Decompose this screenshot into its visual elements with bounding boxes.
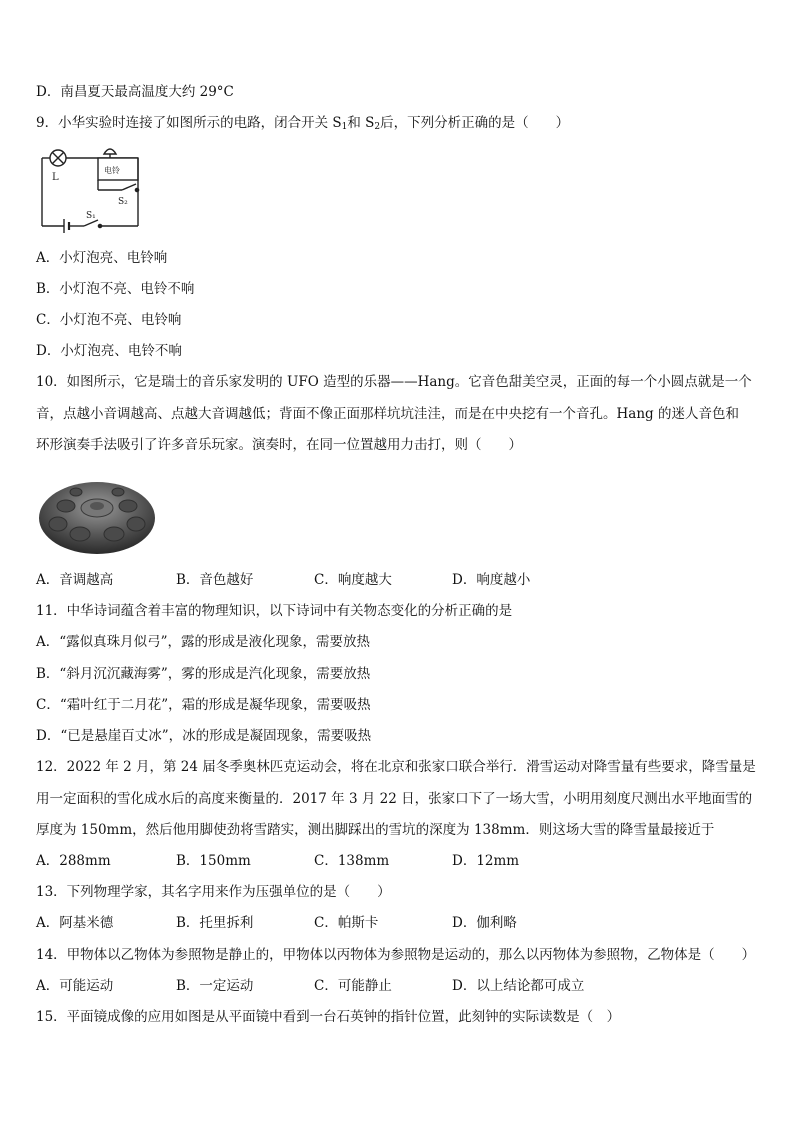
q9-stem-mid: 和 S [347, 115, 375, 131]
question-12-stem-line-2: 用一定面积的雪化成水后的高度来衡量的．2017 年 3 月 22 日，张家口下了一场大雪，小明用刻度尺测出水平地面雪的 [36, 791, 753, 807]
q12-option-c[interactable]: C．138mm [314, 853, 390, 869]
question-14-stem: 14．甲物体以乙物体为参照物是静止的，甲物体以丙物体为参照物是运动的，那么以丙物体为参照物，乙物体是（ ） [36, 947, 756, 963]
q9-option-d[interactable]: D．小灯泡亮、电铃不响 [36, 343, 182, 359]
label-s2: S₂ [118, 197, 128, 207]
q12-option-b[interactable]: B．150mm [176, 853, 251, 869]
question-13-stem: 13．下列物理学家，其名字用来作为压强单位的是（ ） [36, 884, 391, 900]
q9-option-c[interactable]: C．小灯泡不亮、电铃响 [36, 312, 182, 328]
q13-option-c[interactable]: C．帕斯卡 [314, 915, 379, 931]
q14-option-c[interactable]: C．可能静止 [314, 978, 392, 994]
q9-s2-sub: 2 [374, 122, 381, 132]
option-8d: D．南昌夏天最高温度大约 29°C [36, 84, 234, 100]
q10-option-a[interactable]: A．音调越高 [36, 572, 114, 588]
label-bell: 电铃 [104, 166, 120, 175]
hang-drum-image [36, 468, 158, 560]
question-12-stem-line-1: 12．2022 年 2 月，第 24 届冬季奥林匹克运动会，将在北京和张家口联合举行．滑雪运动对降雪量有些要求，降雪量是 [36, 759, 756, 775]
q13-option-d[interactable]: D．伽利略 [452, 915, 517, 931]
q11-option-b[interactable]: B．“斜月沉沉藏海雾”，雾的形成是汽化现象，需要放热 [36, 666, 371, 682]
q9-option-a[interactable]: A．小灯泡亮、电铃响 [36, 250, 168, 266]
q10-option-d[interactable]: D．响度越小 [452, 572, 531, 588]
question-15-stem: 15．平面镜成像的应用如图是从平面镜中看到一台石英钟的指针位置，此刻钟的实际读数是（ ） [36, 1009, 621, 1025]
q13-option-a[interactable]: A．阿基米德 [36, 915, 114, 931]
label-l: L [52, 172, 59, 183]
q11-option-d[interactable]: D．“已是悬崖百丈冰”，冰的形成是凝固现象，需要吸热 [36, 728, 372, 744]
question-12-stem-line-3: 厚度为 150mm，然后他用脚使劲将雪踏实，测出脚踩出的雪坑的深度为 138mm．则这场大雪的降雪量最接近于 [36, 822, 715, 838]
q9-option-b[interactable]: B．小灯泡不亮、电铃不响 [36, 281, 195, 297]
q13-option-b[interactable]: B．托里拆利 [176, 915, 254, 931]
q14-option-a[interactable]: A．可能运动 [36, 978, 114, 994]
label-s1: S₁ [86, 211, 96, 221]
q9-stem-post: 后，下列分析正确的是（ ） [380, 115, 570, 131]
circuit-diagram [38, 140, 148, 236]
question-9-stem [36, 113, 569, 137]
question-10-stem-line-2: 音，点越小音调越高、点越大音调越低；背面不像正面那样坑坑洼洼，而是在中央挖有一个音孔。Hang 的迷人音色和 [36, 406, 739, 422]
q12-option-d[interactable]: D．12mm [452, 853, 520, 869]
q9-stem-pre: 9．小华实验时连接了如图所示的电路，闭合开关 S [36, 115, 342, 131]
q9-s1-sub: 1 [341, 122, 348, 132]
q14-option-d[interactable]: D．以上结论都可成立 [452, 978, 585, 994]
q11-option-c[interactable]: C．“霜叶红于二月花”，霜的形成是凝华现象，需要吸热 [36, 697, 371, 713]
q14-option-b[interactable]: B．一定运动 [176, 978, 254, 994]
question-10-stem-line-1: 10．如图所示，它是瑞士的音乐家发明的 UFO 造型的乐器——Hang。它音色甜美空灵，正面的每一个小圆点就是一个 [36, 374, 752, 390]
question-10-stem-line-3: 环形演奏手法吸引了许多音乐玩家。演奏时，在同一位置越用力击打，则（ ） [36, 437, 522, 453]
q12-option-a[interactable]: A．288mm [36, 853, 111, 869]
q10-option-b[interactable]: B．音色越好 [176, 572, 254, 588]
q10-option-c[interactable]: C．响度越大 [314, 572, 392, 588]
question-11-stem: 11．中华诗词蕴含着丰富的物理知识，以下诗词中有关物态变化的分析正确的是 [36, 603, 513, 619]
q11-option-a[interactable]: A．“露似真珠月似弓”，露的形成是液化现象，需要放热 [36, 634, 371, 650]
